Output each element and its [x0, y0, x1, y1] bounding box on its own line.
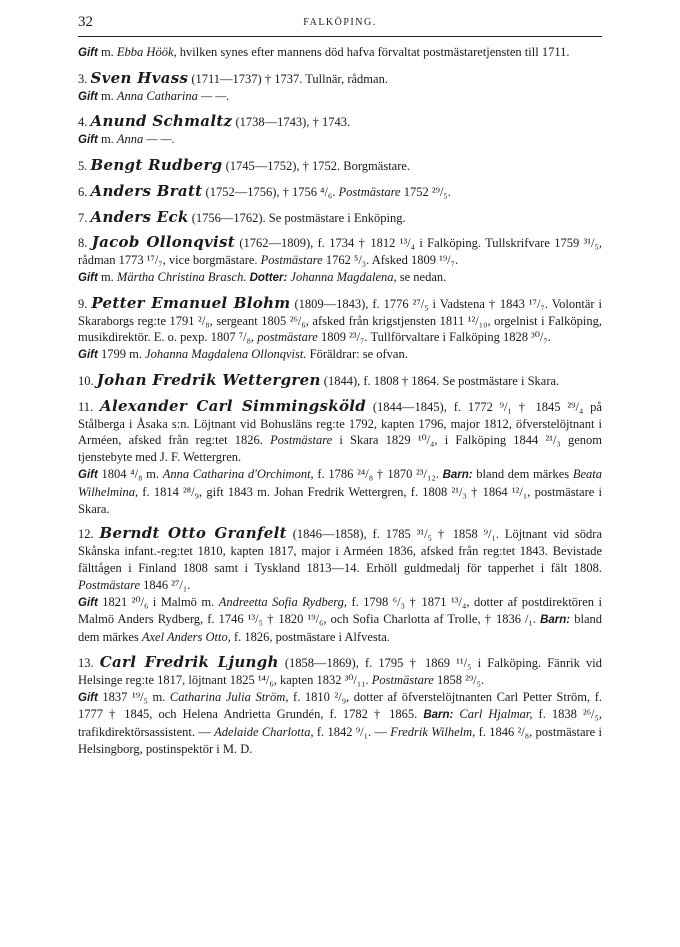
entry-paragraph [78, 44, 602, 62]
text-run: f. 1786 ²⁴/₈ † 1870 ²³/₁₂. [313, 466, 443, 481]
italic-text: Ebba Höök, [116, 45, 177, 59]
entry [78, 372, 602, 390]
text-run: f. 1842 ⁹/₁. — [313, 725, 391, 740]
entry [78, 525, 602, 646]
text-run: 9. [78, 296, 92, 311]
text-run: 1799 m. [97, 347, 146, 362]
italic-text: Anna Catharina d'Orchimont, [162, 466, 314, 481]
label-text: Barn: [540, 614, 571, 627]
entry-paragraph [78, 654, 602, 689]
entry [78, 654, 602, 758]
entry-paragraph [78, 689, 602, 758]
italic-text: Anna Catharina — —. [116, 88, 230, 103]
entry-paragraph [78, 113, 602, 131]
italic-text: Postmästare [371, 672, 434, 687]
person-name: Berndt Otto Granfelt [99, 524, 287, 543]
text-run: 10. [78, 373, 97, 388]
text-run: m. [97, 132, 117, 147]
italic-text: postmästare [257, 330, 318, 345]
text-run: 7. [78, 210, 91, 225]
entry [78, 157, 602, 175]
text-run: 11. [78, 399, 101, 414]
text-run: f. 1798 ⁶/₃ † 1871 ¹³/₄, dotter af postdirektören i Malmö Anders Rydberg, f. 1746 ¹³/₅ † 1820 ¹⁹/₆, och Sofia Charlotta af Trolle, † 1836 /₁. [78, 594, 602, 627]
entry-paragraph [78, 372, 602, 390]
text-run: bland dem märkes [78, 612, 602, 645]
text-run: 1821 ²⁰/₆ i Malmö m. [97, 594, 219, 609]
person-name: Anders Bratt [90, 181, 203, 200]
person-name: Petter Emanuel Blohm [91, 293, 291, 312]
text-run: (1745—1752), † 1752. Borgmästare. [222, 158, 411, 173]
label-text: Barn: [442, 468, 473, 481]
text-run: f. 1826, postmästare i Alfvesta. [230, 630, 390, 645]
entry [78, 209, 602, 227]
italic-text: Catharina Julia Ström, [169, 689, 289, 704]
label-text: Gift [78, 271, 98, 284]
text-run: (1844—1845), f. 1772 ⁹/₁ † 1845 ²⁹/₄ på Stålberga i Åsaka s:n. Löjtnant vid Bohusläns reg:te 1792, kapten 1796, major 1812, öfverstelöjtnant i Arméen, afsked från reg:tet 1826. [78, 399, 602, 448]
text-run: (1846—1858), f. 1785 ³¹/₅ † 1858 ⁹/₁. Löjtnant vid södra Skånska infant.-reg:tet 1810, kapten 1817, major i Arméen 1836, afsked från reg:tet 1843. Bevistade fälttågen i Finland 1808 samt i Tyskland 1813—14. Erhöll guldmedalj för tapperhet i fält 1808. [78, 527, 603, 575]
italic-text: Axel Anders Otto, [141, 630, 231, 645]
text-run: 5. [78, 158, 91, 173]
text-run: m. [97, 45, 117, 59]
text-run: 1837 ¹⁹/₅ m. [97, 689, 170, 704]
text-run: (1738—1743), † 1743. [232, 115, 351, 130]
italic-text: Carl Hjalmar, [459, 707, 533, 722]
label-text: Dotter: [249, 271, 288, 284]
text-run: m. [97, 269, 117, 284]
entry-paragraph [78, 295, 602, 346]
entry-paragraph [78, 466, 602, 517]
italic-text: Johanna Magdalena, [290, 269, 397, 284]
text-run: 1846 ²⁷/₁. [140, 577, 191, 592]
entry-paragraph [78, 234, 602, 269]
body-text [78, 44, 602, 766]
running-title: FALKÖPING. [303, 17, 377, 28]
entry-paragraph [78, 269, 602, 287]
text-run: 6. [78, 184, 91, 199]
person-name: Carl Fredrik Ljungh [99, 652, 279, 671]
entry-paragraph [78, 346, 602, 364]
text-run: (1756—1762). Se postmästare i Enköping. [188, 210, 406, 225]
label-text: Gift [78, 596, 98, 609]
person-name: Anund Schmaltz [90, 112, 233, 131]
entry [78, 398, 602, 518]
entry-paragraph [78, 398, 602, 466]
entry-paragraph [78, 88, 602, 106]
text-run: 13. [78, 655, 100, 670]
text-run: bland dem märkes [472, 466, 573, 481]
text-run: (1711—1737) † 1737. Tullnär, rådman. [188, 71, 388, 86]
entry [78, 295, 602, 364]
text-run: i Skara 1829 ¹⁰/₄, i Falköping 1844 ²¹/₃ genom tjenstebyte med J. F. Wettergren. [78, 433, 602, 465]
text-run: 8. [78, 236, 92, 251]
text-run: 1752 ²⁹/₅. [400, 184, 451, 199]
entry-paragraph [78, 594, 602, 646]
label-text: Gift [78, 468, 98, 481]
person-name: Bengt Rudberg [90, 155, 223, 174]
text-run: 1804 ⁴/₈ m. [97, 466, 163, 481]
entry [78, 183, 602, 201]
italic-text: Adelaide Charlotta, [214, 725, 314, 740]
label-text: Gift [78, 47, 98, 59]
text-run: hvilken synes efter mannens död hafva förvaltat postmästaretjensten till 1711. [176, 45, 570, 59]
person-name: Anders Eck [90, 207, 189, 226]
entry-paragraph [78, 70, 602, 88]
text-run: 1762 ⁵/₃. Afsked 1809 ¹⁹/₇. [322, 253, 459, 268]
text-run: 1858 ²⁹/₅. [433, 672, 485, 687]
italic-text: Postmästare [260, 253, 323, 268]
page-header [78, 10, 602, 37]
text-run: 1809 ²³/₇. Tullförvaltare i Falköping 1828 ³⁰/₇. [317, 330, 551, 345]
entry-paragraph [78, 209, 602, 227]
text-run: se nedan. [396, 269, 447, 284]
text-run: (1809—1843), f. 1776 ²⁷/₅ i Vadstena † 1843 ¹⁷/₇. Volontär i Skaraborgs reg:te 1791 ²/₈, sergeant 1805 ²⁶/₆, afsked från krigstjensten 1811 ¹²/₁₀, orgelnist i Falköping, musikdirektör. E. o. pexp. 1807 ⁷/₈, [78, 296, 602, 345]
entry-paragraph [78, 183, 602, 201]
text-run: f. 1814 ²⁸/₉, gift 1843 m. Johan Fredrik Wettergren, f. 1808 ²¹/₃ † 1864 ¹²/₁, postmästare i Skara. [78, 484, 602, 516]
entry-paragraph [78, 157, 602, 175]
text-run: (1844), f. 1808 † 1864. Se postmästare i Skara. [320, 373, 560, 388]
entry [78, 113, 602, 149]
person-name: Sven Hvass [90, 68, 189, 87]
italic-text: Märtha Christina Brasch. [116, 269, 247, 284]
italic-text: Fredrik Wilhelm, [390, 725, 476, 740]
text-run: f. 1838 ²⁶/₅, trafikdirektörsassistent. — [78, 707, 603, 740]
italic-text: Postmästare [78, 577, 141, 592]
text-run: 4. [78, 115, 91, 130]
label-text: Gift [78, 349, 98, 362]
text-run: 3. [78, 71, 91, 86]
text-run: (1858—1869), f. 1795 † 1869 ¹¹/₅ i Falköping. Fänrik vid Helsinge reg:te 1817, löjtnant 1825 ¹⁴/₆, kapten 1832 ³⁰/₁₁. [78, 655, 602, 687]
label-text: Gift [78, 691, 98, 704]
person-name: Johan Fredrik Wettergren [96, 370, 321, 389]
entry [78, 70, 602, 106]
italic-text: Postmästare [270, 433, 333, 448]
label-text: Gift [78, 134, 98, 147]
label-text: Gift [78, 90, 98, 103]
italic-text: Andreetta Sofia Rydberg, [218, 594, 348, 609]
italic-text: Postmästare [338, 184, 401, 199]
entry [78, 234, 602, 286]
page-number: 32 [78, 14, 93, 30]
entry-paragraph [78, 525, 602, 593]
person-name: Alexander Carl Simmingsköld [100, 396, 367, 415]
text-run: (1762—1809), f. 1734 † 1812 ¹³/₄ i Falköping. Tullskrifvare 1759 ³¹/₅, rådman 1773 ¹⁷/₇, vice borgmästare. [78, 236, 602, 268]
entry [78, 44, 602, 62]
entry-paragraph [78, 131, 602, 149]
text-run: f. 1810 ²/₉, dotter af öfverstelöjtnanten Carl Petter Ström, f. 1777 † 1845, och Helena Andrietta Grundén, f. 1782 † 1865. [78, 689, 602, 722]
label-text: Barn: [423, 709, 454, 722]
italic-text: Beata Wilhelmina, [78, 466, 603, 499]
italic-text: Anna — —. [116, 132, 175, 147]
text-run: f. 1846 ²/₈, postmästare i Helsingborg, postinspektör i M. D. [78, 725, 602, 756]
text-run: Föräldrar: se ofvan. [306, 347, 408, 362]
italic-text: Johanna Magdalena Ollonqvist. [145, 347, 307, 362]
text-run: m. [97, 88, 117, 103]
text-run: 12. [78, 527, 100, 542]
text-run: (1752—1756), † 1756 ⁴/₆. [202, 184, 339, 199]
person-name: Jacob Ollonqvist [91, 233, 236, 252]
